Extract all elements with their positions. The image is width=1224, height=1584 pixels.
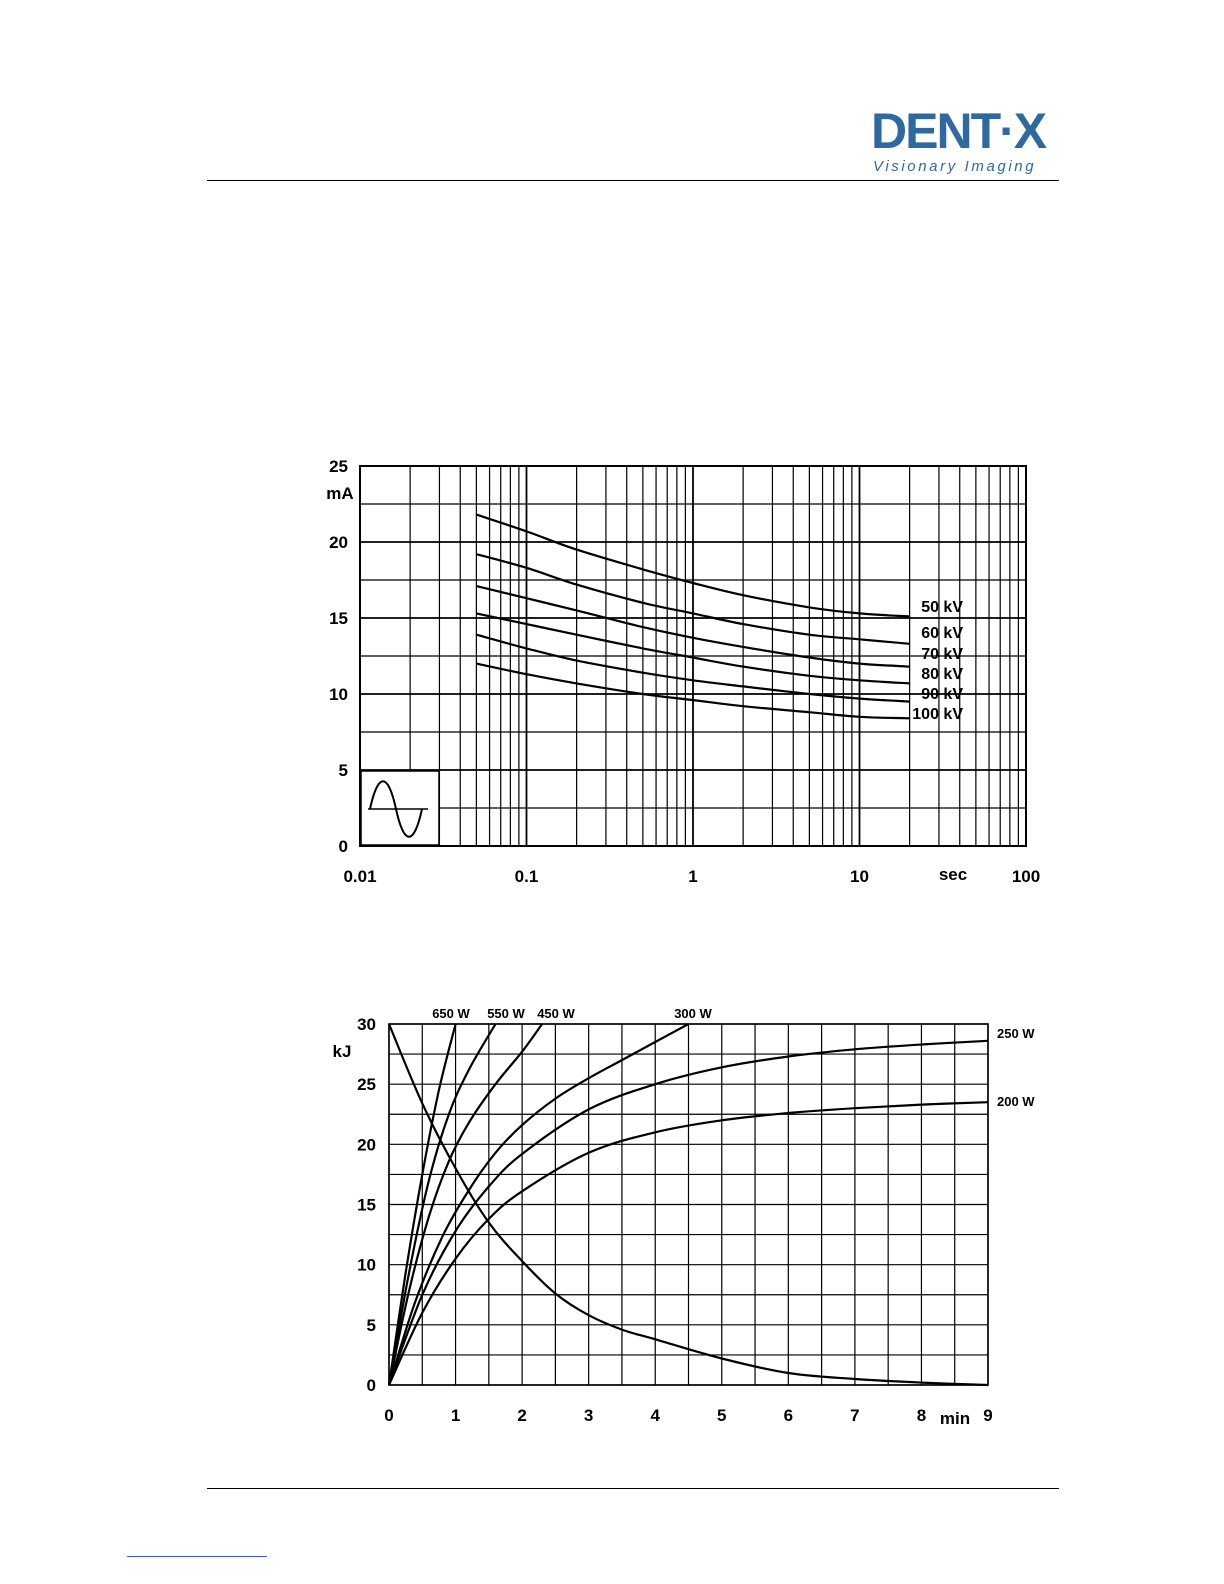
y-tick-label: 20	[329, 533, 348, 552]
x-tick-label: 0.1	[514, 867, 539, 886]
x-tick-label: 5	[717, 1406, 727, 1425]
series-label-650-w: 650 W	[432, 1006, 470, 1021]
logo-tagline: Visionary Imaging	[873, 158, 1037, 175]
series-label-300-w: 300 W	[674, 1006, 712, 1021]
y-tick-label: 25	[357, 1075, 376, 1095]
y-tick-label: 5	[366, 1315, 376, 1335]
series-label-550-w: 550 W	[487, 1006, 525, 1021]
x-tick-label: 1	[450, 1406, 461, 1425]
x-tick-label: 0	[384, 1406, 394, 1425]
series-label-50-kv: 50 kV	[921, 599, 963, 616]
y-tick-label: 5	[338, 761, 348, 780]
x-tick-label: 100	[1011, 867, 1041, 886]
y-tick-label: 10	[329, 685, 348, 704]
y-tick-label: 10	[357, 1255, 376, 1275]
series-label-250-w: 250 W	[997, 1026, 1035, 1041]
x-tick-label: 10	[850, 867, 869, 886]
series-label-100-kv: 100 kV	[912, 706, 963, 723]
y-tick-label: 20	[357, 1135, 376, 1155]
y-tick-label: 0	[366, 1376, 376, 1395]
y-axis-label: kJ	[332, 1042, 352, 1061]
y-tick-label: 30	[357, 1015, 376, 1034]
x-tick-label: 8	[916, 1406, 927, 1425]
series-label-200-w: 200 W	[997, 1094, 1035, 1109]
logo-wordmark: DENT·X	[871, 103, 1046, 159]
x-tick-label: 0.01	[343, 867, 377, 886]
x-tick-label: 6	[783, 1406, 794, 1425]
x-tick-label: 9	[983, 1406, 993, 1425]
x-tick-label: 3	[583, 1406, 594, 1425]
series-label-60-kv: 60 kV	[921, 625, 963, 642]
y-axis-label: mA	[326, 484, 354, 503]
series-label-450-w: 450 W	[537, 1006, 575, 1021]
y-tick-label: 15	[357, 1195, 376, 1215]
y-tick-label: 15	[329, 609, 348, 628]
x-tick-label: 7	[850, 1406, 860, 1425]
series-label-70-kv: 70 kV	[921, 646, 963, 663]
y-tick-label: 25	[329, 457, 348, 476]
x-axis-label: sec	[938, 865, 968, 884]
series-label-80-kv: 80 kV	[921, 666, 963, 683]
y-tick-label: 0	[338, 837, 348, 856]
x-axis-label: min	[939, 1409, 971, 1428]
x-tick-label: 1	[688, 867, 698, 886]
x-tick-label: 2	[517, 1406, 527, 1425]
series-label-90-kv: 90 kV	[921, 686, 963, 703]
x-tick-label: 4	[650, 1406, 660, 1425]
